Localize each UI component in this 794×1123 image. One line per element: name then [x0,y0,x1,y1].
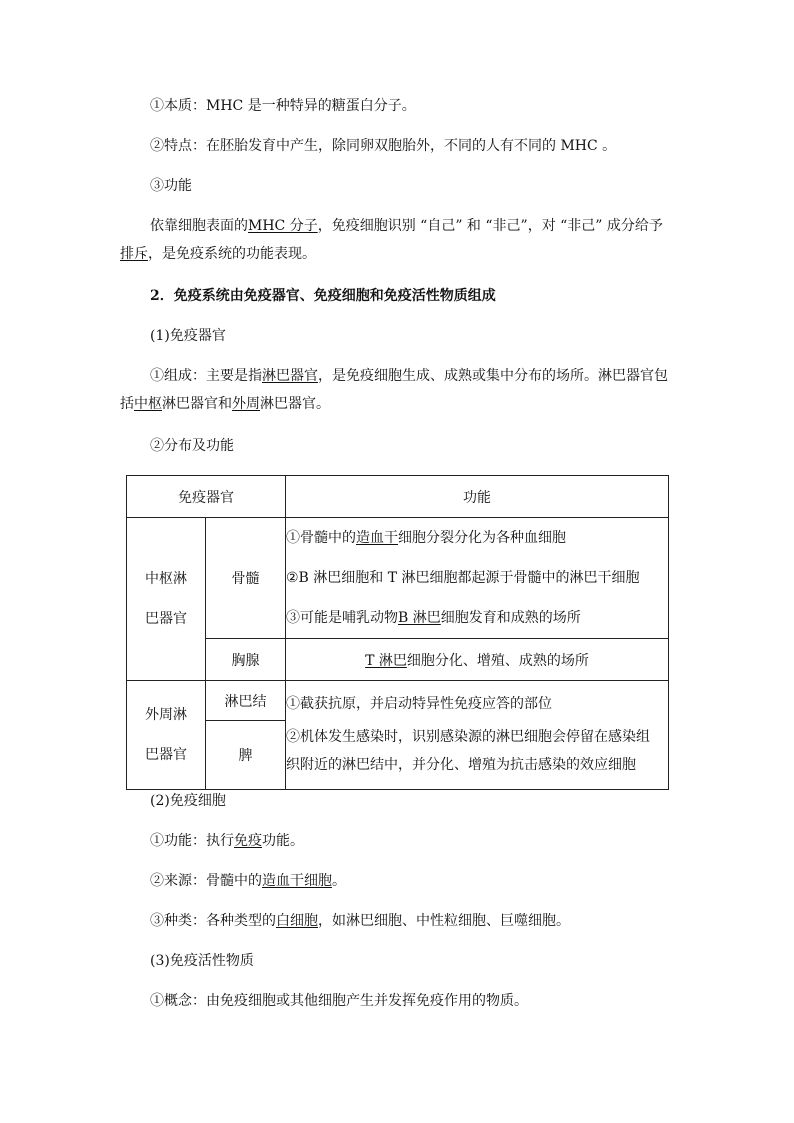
bone-marrow-function-2: ②B 淋巴细胞和 T 淋巴细胞都起源于骨髓中的淋巴干细胞 [286,570,640,586]
paragraph-mhc-nature: ①本质：MHC 是一种特异的糖蛋白分子。 [150,98,416,114]
central-label-line2: 巴器官 [145,611,187,627]
paragraph-active-substances-concept: ①概念：由免疫细胞或其他细胞产生并发挥免疫作用的物质。 [150,993,528,1009]
paragraph-mhc-function-heading: ③功能 [150,178,192,194]
paragraph-mhc-function-line1: 依靠细胞表面的MHC 分子，免疫细胞识别 “自己” 和 “非己”，对 “非己” 成分给予 [150,218,663,234]
peripheral-lymphoid-organs-cell [127,681,206,790]
paragraph-mhc-function-line2: 排斥，是免疫系统的功能表现。 [120,246,316,262]
header-function: 功能 [286,476,669,518]
subheading-immune-organs: (1)免疫器官 [150,328,226,344]
peripheral-label-line2: 巴器官 [145,747,187,763]
peripheral-function-2b: 织附近的淋巴结中，并分化、增殖为抗击感染的效应细胞 [286,757,636,773]
paragraph-organs-composition-line1: ①组成：主要是指淋巴器官，是免疫细胞生成、成熟或集中分布的场所。淋巴器官包 [150,368,668,384]
bone-marrow-cell: 骨髓 [206,518,286,639]
peripheral-label-line1: 外周淋 [145,707,187,723]
subheading-active-substances: (3)免疫活性物质 [150,953,254,969]
immune-organs-table [126,475,669,790]
spleen-cell: 脾 [206,721,286,790]
thymus-cell: 胸腺 [206,639,286,681]
subheading-distribution-function: ②分布及功能 [150,438,234,454]
central-lymphoid-organs-cell [127,518,206,681]
thymus-function-cell: T 淋巴细胞分化、增殖、成熟的场所 [286,639,669,681]
paragraph-cell-types: ③种类：各种类型的白细胞，如淋巴细胞、中性粒细胞、巨噬细胞。 [150,913,570,929]
paragraph-cell-function: ①功能：执行免疫功能。 [150,833,304,849]
section-heading-immune-system: 2．免疫系统由免疫器官、免疫细胞和免疫活性物质组成 [150,288,496,304]
lymph-node-cell: 淋巴结 [206,681,286,721]
bone-marrow-function-3: ③可能是哺乳动物B 淋巴细胞发育和成熟的场所 [286,610,581,626]
peripheral-function-cell [286,681,669,790]
bone-marrow-function-cell [286,518,669,639]
bone-marrow-function-1: ①骨髓中的造血干细胞分裂分化为各种血细胞 [286,530,566,546]
peripheral-function-2a: ②机体发生感染时，识别感染源的淋巴细胞会停留在感染组 [286,729,650,745]
central-label-line1: 中枢淋 [145,571,187,587]
peripheral-function-1: ①截获抗原，并启动特异性免疫应答的部位 [286,696,552,712]
paragraph-mhc-feature: ②特点：在胚胎发育中产生，除同卵双胞胎外，不同的人有不同的 MHC 。 [150,138,617,154]
paragraph-cell-source: ②来源：骨髓中的造血干细胞。 [150,873,346,889]
subheading-immune-cells: (2)免疫细胞 [150,793,226,809]
paragraph-organs-composition-line2: 括中枢淋巴器官和外周淋巴器官。 [120,396,330,412]
header-immune-organ: 免疫器官 [127,476,286,518]
